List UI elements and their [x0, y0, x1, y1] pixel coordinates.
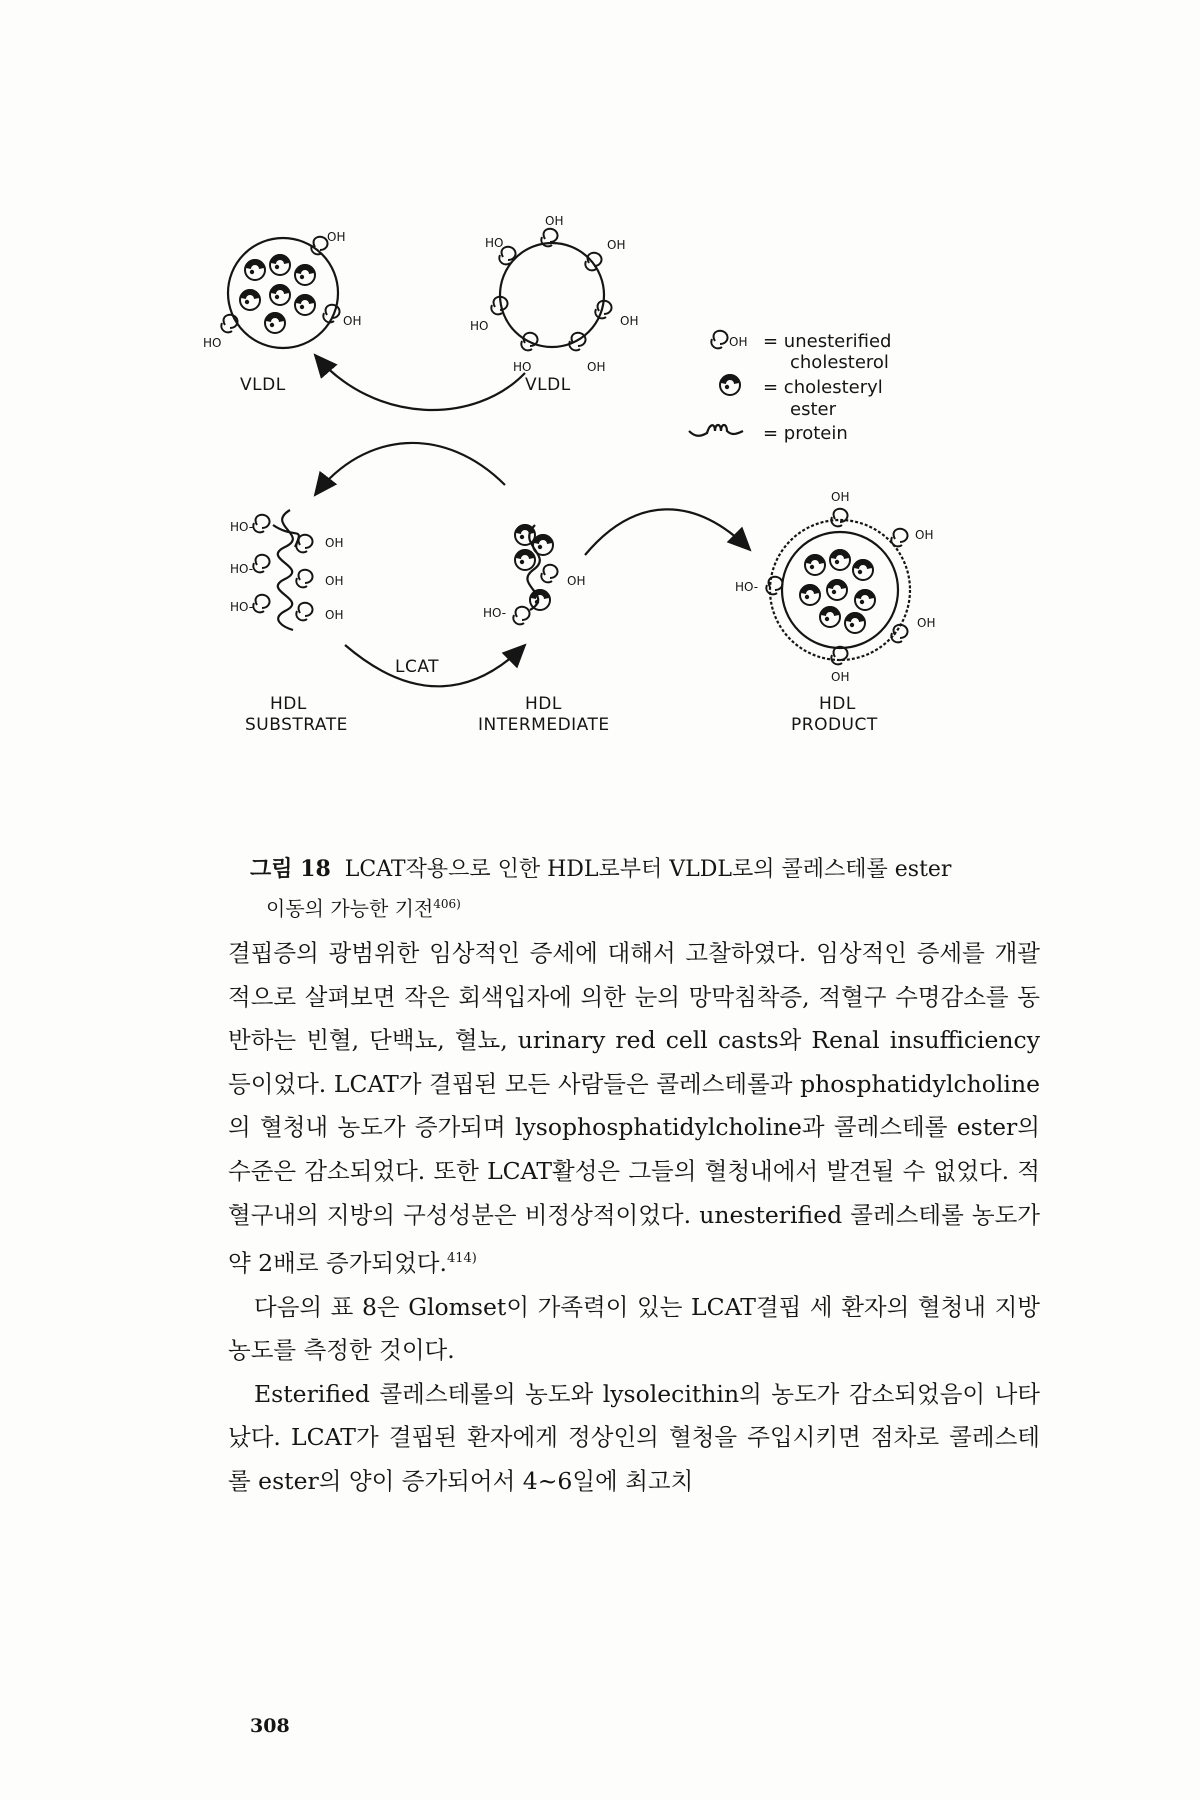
caption-reference: 406): [433, 897, 461, 911]
ho-label: HO: [485, 236, 504, 250]
hdl-substrate-particle: [230, 510, 343, 630]
hdl-product-label-line2: PRODUCT: [791, 715, 878, 735]
oh-label: OH: [325, 574, 344, 588]
legend-cholesterol-symbol-icon: [711, 331, 727, 349]
oh-label: OH: [343, 314, 362, 328]
legend-ester-symbol-icon: [720, 374, 740, 395]
oh-label: OH: [325, 608, 344, 622]
legend-item-2-line2: ester: [790, 399, 836, 420]
legend-item-1-line1: = unesterified: [763, 331, 892, 352]
ho-label: HO-: [230, 520, 254, 534]
ho-label: HO-: [483, 606, 507, 620]
hdl-intermediate-label-line2: INTERMEDIATE: [478, 715, 610, 735]
hdl-intermediate-particle: [483, 524, 585, 624]
vldl-label-center: VLDL: [525, 375, 571, 395]
hdl-substrate-label-line2: SUBSTRATE: [245, 715, 348, 735]
page-number: 308: [250, 1715, 290, 1737]
lcat-label: LCAT: [395, 657, 440, 677]
paragraph-1: [228, 932, 1040, 1286]
oh-label: OH: [915, 528, 934, 542]
hdl-product-label-line1: HDL: [819, 694, 856, 714]
lcat-mechanism-figure: [195, 214, 1015, 845]
oh-label: OH: [325, 536, 344, 550]
legend-item-3-line1: = protein: [763, 423, 848, 444]
oh-label: OH: [545, 214, 564, 228]
figure-caption: [250, 852, 1040, 926]
caption-line2: 이동의 가능한 기전: [266, 896, 434, 921]
caption-line1: LCAT작용으로 인한 HDL로부터 VLDL로의 콜레스테롤 ester: [344, 857, 952, 882]
oh-label: OH: [327, 230, 346, 244]
hdl-product-particle: [735, 490, 935, 684]
ho-label: HO-: [230, 600, 254, 614]
legend: [689, 331, 891, 444]
figure-number: 그림 18: [250, 856, 331, 882]
vldl-particle-center: [470, 214, 638, 374]
ho-label: HO: [470, 319, 489, 333]
oh-label: OH: [620, 314, 639, 328]
arrow-to-hdl-product: [585, 509, 750, 555]
arrow-to-vldl-left: [315, 355, 525, 410]
vldl-particle-left: [203, 230, 361, 350]
oh-label: OH: [831, 670, 850, 684]
hdl-intermediate-label-line1: HDL: [525, 694, 562, 714]
oh-label: OH: [607, 238, 626, 252]
paragraph-1-text: 결핍증의 광범위한 임상적인 증세에 대해서 고찰하였다. 임상적인 증세를 개괄적으로 살펴보면 작은 회색입자에 의한 눈의 망막침착증, 적혈구 수명감소를 동반하는 빈혈, 단백뇨, 혈뇨, urinary red cell casts와 Renal insufficiency 등이었다. LCAT가 결핍된 모든 사람들은 콜레스테롤과 phosphatidylcholine의 혈청내 농도가 증가되며 lysophosphatidylcholine과 콜레스테롤 ester의 수준은 감소되었다. 또한 LCAT활성은 그들의 혈청내에서 발견될 수 없었다. 적혈구내의 지방의 구성성분은 비정상적이었다. unesterified 콜레스테롤 농도가 약 2배로 증가되었다.: [228, 939, 1040, 1277]
oh-label: OH: [831, 490, 850, 504]
legend-oh-symbol: OH: [729, 335, 748, 349]
paragraph-3: Esterified 콜레스테롤의 농도와 lysolecithin의 농도가 감소되었음이 나타났다. LCAT가 결핍된 환자에게 정상인의 혈청을 주입시키면 점차로 콜레스테롤 ester의 양이 증가되어서 4~6일에 최고치: [228, 1379, 1040, 1495]
hdl-substrate-label-line1: HDL: [270, 694, 307, 714]
legend-protein-symbol-icon: [689, 425, 743, 436]
ho-label: HO: [203, 336, 222, 350]
figure-diagram: [195, 214, 1015, 845]
vldl-label-left: VLDL: [240, 375, 286, 395]
oh-label: OH: [587, 360, 606, 374]
legend-item-1-line2: cholesterol: [790, 352, 889, 373]
body-text: [228, 932, 1040, 1504]
oh-label: OH: [567, 574, 586, 588]
paragraph-1-reference: 414): [446, 1251, 477, 1267]
ho-label: HO-: [735, 580, 759, 594]
ho-label: HO-: [230, 562, 254, 576]
arrow-to-hdl-substrate: [315, 443, 505, 495]
paragraph-2: 다음의 표 8은 Glomset이 가족력이 있는 LCAT결핍 세 환자의 혈청내 지방농도를 측정한 것이다.: [228, 1292, 1040, 1365]
legend-item-2-line1: = cholesteryl: [763, 377, 883, 398]
oh-label: OH: [917, 616, 936, 630]
ho-label: HO: [513, 360, 532, 374]
